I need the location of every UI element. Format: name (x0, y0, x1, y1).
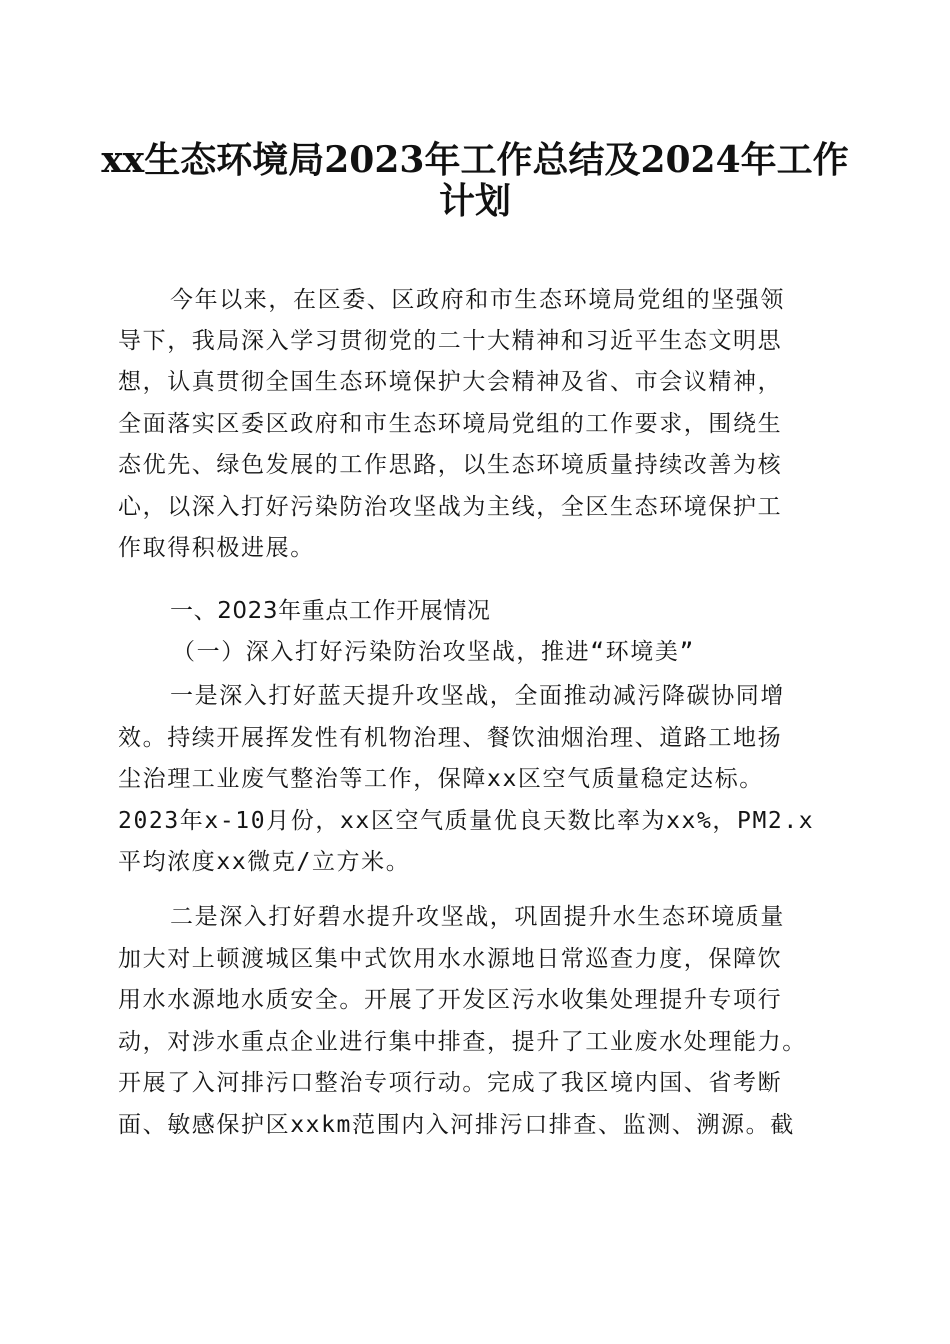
paragraph-line: 今年以来，在区委、区政府和市生态环境局党组的坚强领 (170, 287, 785, 313)
paragraph-line: 平均浓度xx微克/立方米。 (118, 849, 411, 875)
paragraph-line: 动，对涉水重点企业进行集中排查，提升了工业废水处理能力。 (118, 1029, 807, 1055)
document-title-line-2: 计划 (438, 180, 511, 222)
paragraph-line: 导下，我局深入学习贯彻党的二十大精神和习近平生态文明思 (118, 328, 783, 354)
subsection-heading: （一）深入打好污染防治攻坚战，推进“环境美” (172, 639, 695, 665)
paragraph-line: 态优先、绿色发展的工作思路，以生态环境质量持续改善为核 (118, 452, 783, 478)
paragraph-line: 全面落实区委区政府和市生态环境局党组的工作要求，围绕生 (118, 411, 783, 437)
paragraph-line: 想，认真贯彻全国生态环境保护大会精神及省、市会议精神， (118, 369, 783, 395)
paragraph-line: 尘治理工业废气整治等工作，保障xx区空气质量稳定达标。 (118, 766, 764, 792)
paragraph-line: 用水水源地水质安全。开展了开发区污水收集处理提升专项行 (118, 987, 783, 1013)
document-title-line-1: xx生态环境局2023年工作总结及2024年工作 (101, 139, 849, 181)
section-heading: 一、2023年重点工作开展情况 (170, 598, 491, 624)
paragraph-line: 加大对上顿渡城区集中式饮用水水源地日常巡查力度，保障饮 (118, 946, 783, 972)
paragraph-line: 面、敏感保护区xxkm范围内入河排污口排查、监测、溯源。截 (118, 1112, 795, 1138)
paragraph-line: 一是深入打好蓝天提升攻坚战，全面推动减污降碳协同增 (170, 683, 785, 709)
paragraph-line: 作取得积极进展。 (118, 535, 315, 561)
paragraph-line: 心，以深入打好污染防治攻坚战为主线，全区生态环境保护工 (118, 494, 783, 520)
paragraph-line: 2023年x-10月份，xx区空气质量优良天数比率为xx%，PM2.x (118, 808, 815, 834)
paragraph-line: 开展了入河排污口整治专项行动。完成了我区境内国、省考断 (118, 1070, 783, 1096)
paragraph-line: 二是深入打好碧水提升攻坚战，巩固提升水生态环境质量 (170, 904, 785, 930)
paragraph-line: 效。持续开展挥发性有机物治理、餐饮油烟治理、道路工地扬 (118, 725, 783, 751)
